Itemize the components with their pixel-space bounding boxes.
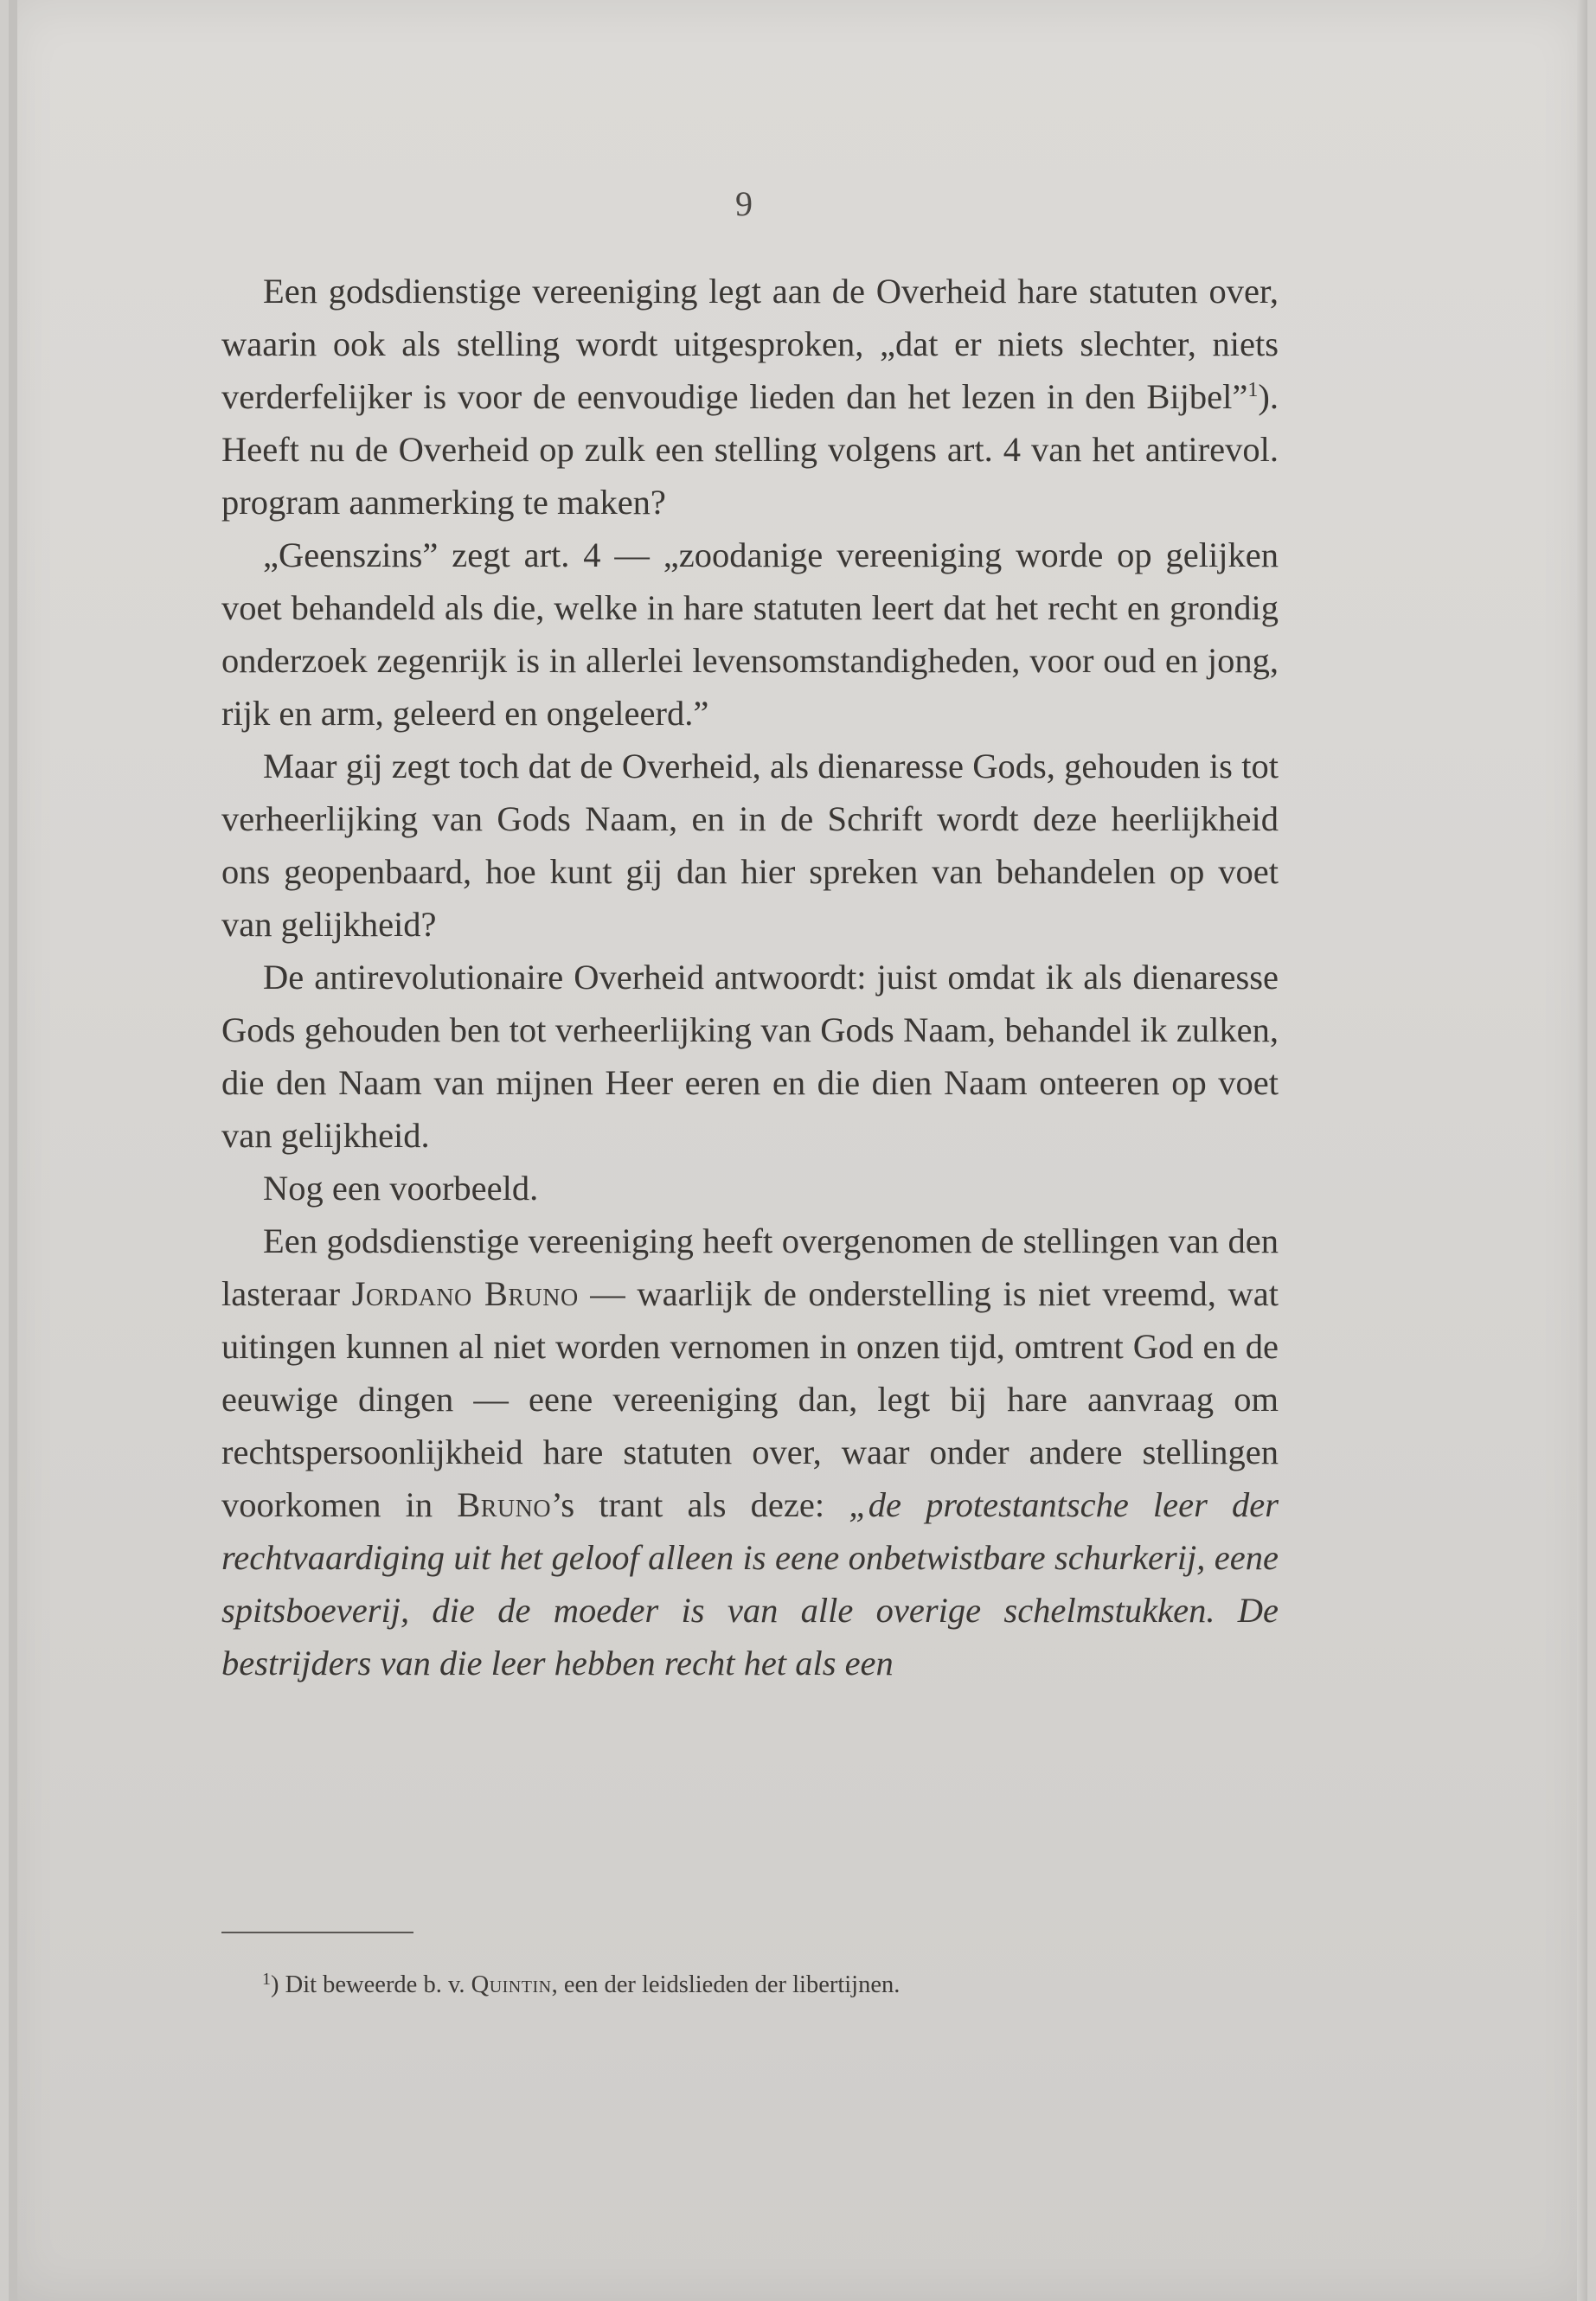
paragraph-3: Maar gij zegt toch dat de Overheid, als dienaresse Gods, gehouden is tot verheerlijking van Gods Naam, en in de Schrift wordt deze heerlijkheid ons geopenbaard, hoe kunt gij dan hier spreken van behandelen op voet van gelijkheid? — [221, 747, 1279, 944]
paragraph-2: „Geenszins” zegt art. 4 — „zoodanige vereeniging worde op gelijken voet behandeld als die, welke in hare statuten leert dat het recht en grondig onderzoek zegenrijk is in allerlei levensomstandigheden, voor oud en jong, rijk en arm, geleerd en ongeleerd.” — [221, 535, 1279, 733]
paragraph-1-text-cont: ). Heeft nu de Overheid op zulk een stelling volgens art. 4 van het antirevol. program aanmerking te maken? — [221, 377, 1279, 522]
person-name-jordano-bruno: Jordano Bruno — [351, 1274, 579, 1313]
footnote-mark: 1 — [262, 1970, 271, 1989]
book-page — [9, 0, 1587, 2301]
paragraph-6-text-cont: — waarlijk de onderstelling is niet vreemd, wat uitingen kunnen al niet worden vernomen in onzen tijd, omtrent God en de eeuwige dingen — eene vereeniging dan, legt bij hare aanvraag om rechtspersoonlijkheid hare statuten over, waar onder andere stellingen voorkomen in — [221, 1274, 1279, 1524]
body-text — [221, 265, 1279, 1689]
page-left-edge — [9, 0, 17, 2301]
person-name-bruno: Bruno — [457, 1485, 552, 1524]
paragraph-4: De antirevolutionaire Overheid antwoordt: juist omdat ik als dienaresse Gods gehouden ben tot verheerlijking van Gods Naam, behandel ik zulken, die den Naam van mijnen Heer eeren en die dien Naam onteeren op voet van gelijkheid. — [221, 958, 1279, 1155]
footnote-reference: 1 — [1247, 379, 1259, 401]
paragraph-6 — [221, 1215, 1279, 1689]
footnote — [262, 1962, 1300, 2003]
footnote-divider — [221, 1932, 413, 1933]
footnote-text: ) Dit beweerde b. v. — [271, 1971, 471, 1998]
paragraph-6-text: Een godsdienstige vereeniging heeft overgenomen de stellingen van den lasteraar — [221, 1221, 1279, 1313]
paragraph-6-text-cont-2: ’s trant als deze: — [551, 1485, 849, 1524]
person-name-quintin: Quintin — [471, 1971, 552, 1998]
paragraph-1 — [221, 265, 1279, 529]
footnote-text-cont: , een der leidslieden der libertijnen. — [551, 1971, 901, 1998]
page-number: 9 — [735, 184, 753, 223]
italic-quotation: „de protestantsche leer der rechtvaardiging uit het geloof alleen is eene onbetwistbare schurkerij, eene spitsboeverij, die de moeder is van alle overige schelmstukken. De bestrijders van die leer hebben recht het als een — [221, 1485, 1279, 1682]
paragraph-5: Nog een voorbeeld. — [263, 1169, 539, 1208]
page-right-edge — [1577, 0, 1587, 2301]
paragraph-1-text: Een godsdienstige vereeniging legt aan de Overheid hare statuten over, waarin ook als stelling wordt uitgesproken, „dat er niets slechter, niets verderfelijker is voor de eenvoudige lieden dan het lezen in den Bijbel” — [221, 272, 1279, 416]
